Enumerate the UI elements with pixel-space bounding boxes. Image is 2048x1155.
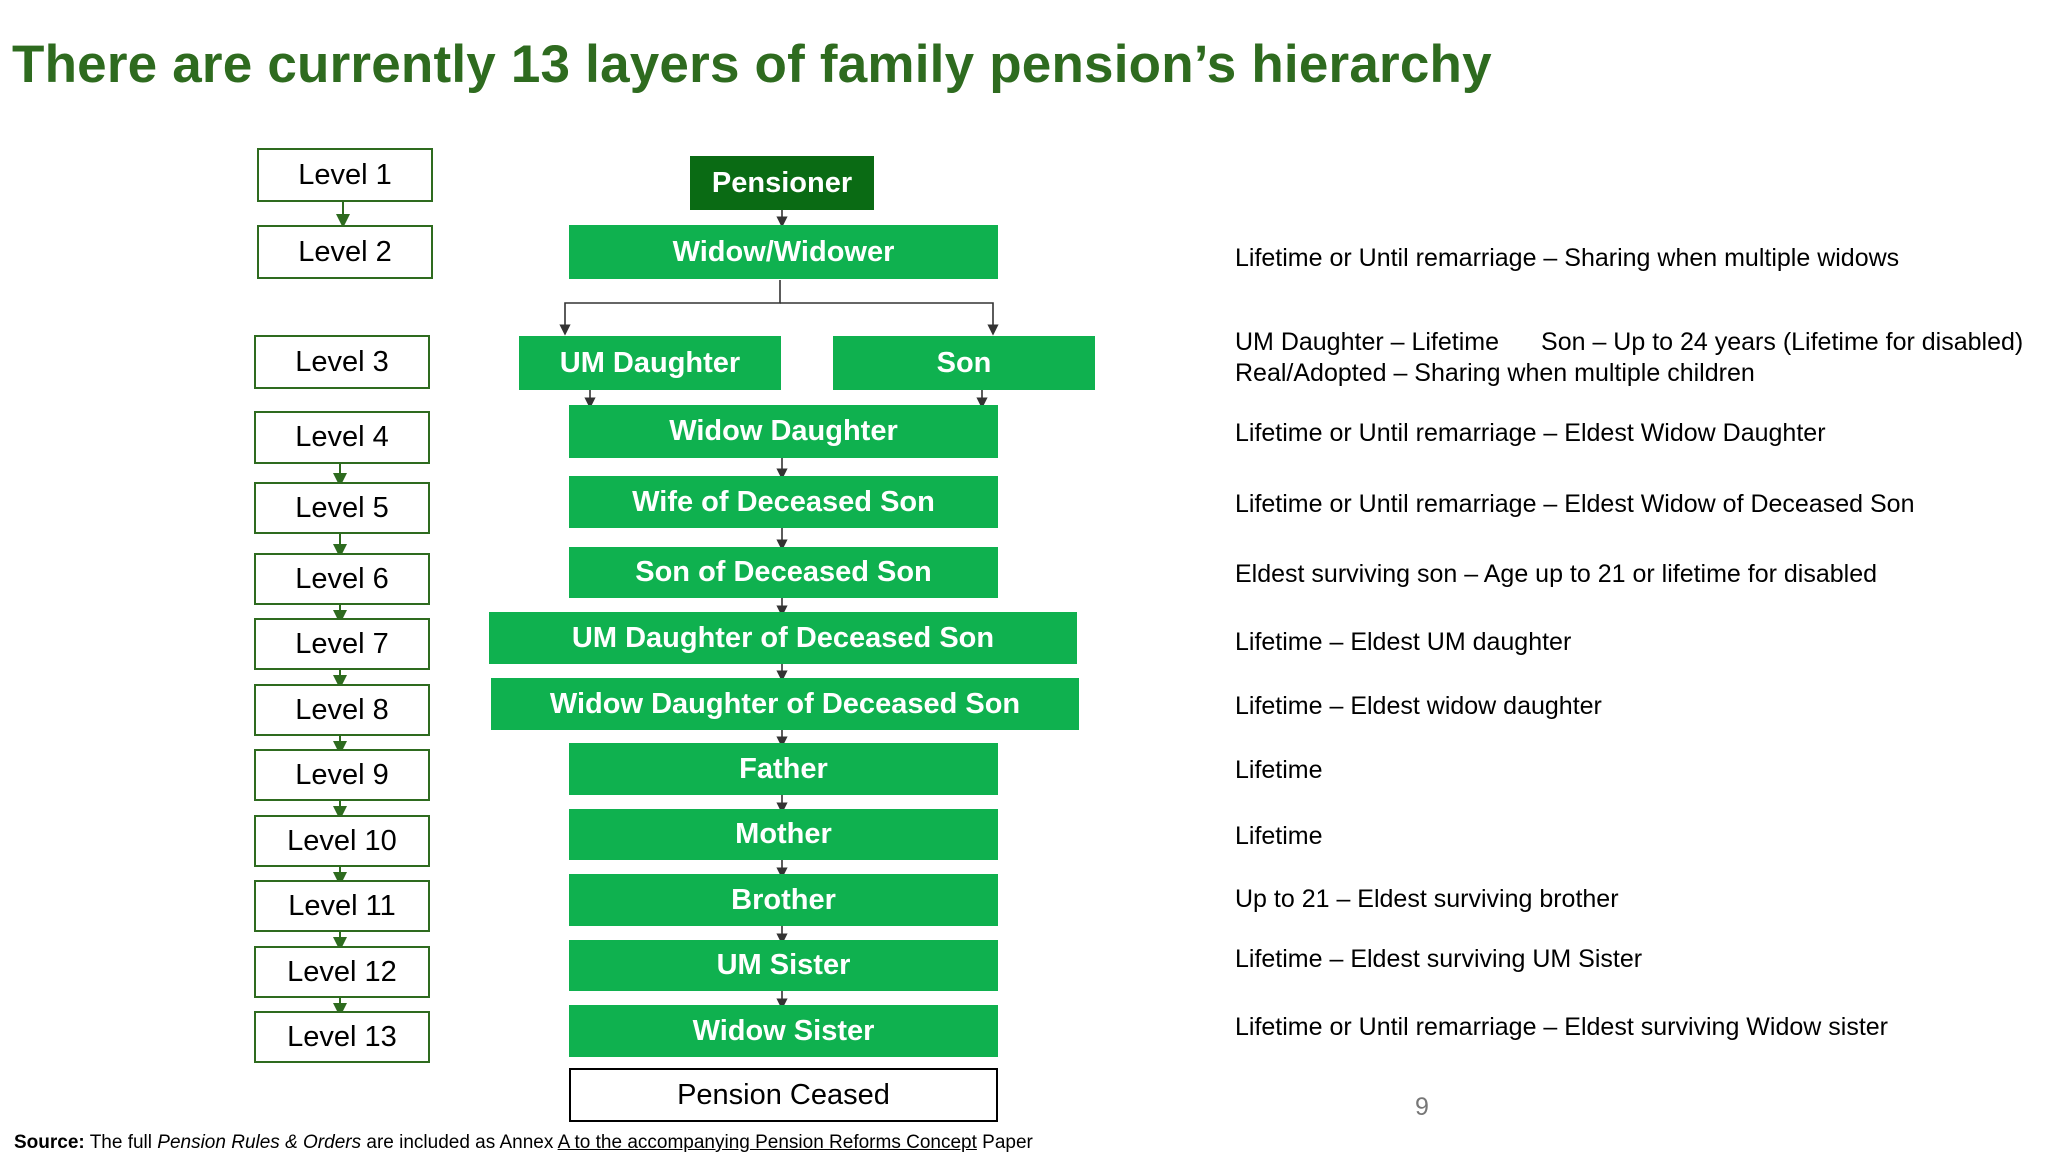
page-number: 9 [1415,1093,1429,1121]
page-title: There are currently 13 layers of family pension’s hierarchy [12,35,1492,94]
level-1-box: Level 1 [257,148,433,202]
son-term: Son – Up to 24 years (Lifetime for disabled) [1541,328,2024,356]
level-3-box: Level 3 [254,335,430,389]
level-5-description: Lifetime or Until remarriage – Eldest Widow of Deceased Son [1235,490,1915,518]
level-7-description: Lifetime – Eldest UM daughter [1235,628,1572,656]
widow-daughter-of-deceased-son-node: Widow Daughter of Deceased Son [491,678,1079,730]
source-text-3: Paper [982,1132,1033,1153]
um-daughter-term: UM Daughter – Lifetime [1235,328,1500,356]
source-text-2: are included as Annex [366,1132,554,1153]
son-node: Son [833,336,1095,390]
level-9-box: Level 9 [254,749,430,801]
source-text-1: The full [89,1132,152,1153]
level-6-description: Eldest surviving son – Age up to 21 or lifetime for disabled [1235,560,1878,588]
level-9-description: Lifetime [1235,756,1323,784]
level-12-description: Lifetime – Eldest surviving UM Sister [1235,945,1643,973]
level-5-box: Level 5 [254,482,430,534]
pension-ceased-node: Pension Ceased [569,1068,998,1122]
level-8-box: Level 8 [254,684,430,736]
widow-widower-node: Widow/Widower [569,225,998,279]
level-10-box: Level 10 [254,815,430,867]
level-11-description: Up to 21 – Eldest surviving brother [1235,885,1619,913]
level-7-box: Level 7 [254,618,430,670]
level-2-box: Level 2 [257,225,433,279]
level-12-box: Level 12 [254,946,430,998]
wife-of-deceased-son-node: Wife of Deceased Son [569,476,998,528]
source-note [14,1132,1033,1154]
mother-node: Mother [569,809,998,860]
source-italic-text: Pension Rules & Orders [157,1132,362,1153]
level-4-box: Level 4 [254,411,430,464]
level-11-box: Level 11 [254,880,430,932]
um-daughter-of-deceased-son-node: UM Daughter of Deceased Son [489,612,1077,664]
son-of-deceased-son-node: Son of Deceased Son [569,547,998,598]
level-13-description: Lifetime or Until remarriage – Eldest surviving Widow sister [1235,1013,1888,1041]
widow-daughter-node: Widow Daughter [569,405,998,458]
widow-sister-node: Widow Sister [569,1005,998,1057]
pensioner-node: Pensioner [690,156,874,210]
level-4-description: Lifetime or Until remarriage – Eldest Widow Daughter [1235,419,1826,447]
brother-node: Brother [569,874,998,926]
real-adopted-term: Real/Adopted – Sharing when multiple children [1235,359,1755,387]
source-label: Source: [14,1132,85,1153]
level-8-description: Lifetime – Eldest widow daughter [1235,692,1602,720]
level-10-description: Lifetime [1235,822,1323,850]
um-daughter-node: UM Daughter [519,336,781,390]
level-13-box: Level 13 [254,1011,430,1063]
level-2-description: Lifetime or Until remarriage – Sharing when multiple widows [1235,244,1900,272]
level-3-description [1235,327,2023,389]
um-sister-node: UM Sister [569,940,998,991]
source-underlined-text: A to the accompanying Pension Reforms Concept [557,1132,977,1153]
level-6-box: Level 6 [254,553,430,605]
father-node: Father [569,743,998,795]
